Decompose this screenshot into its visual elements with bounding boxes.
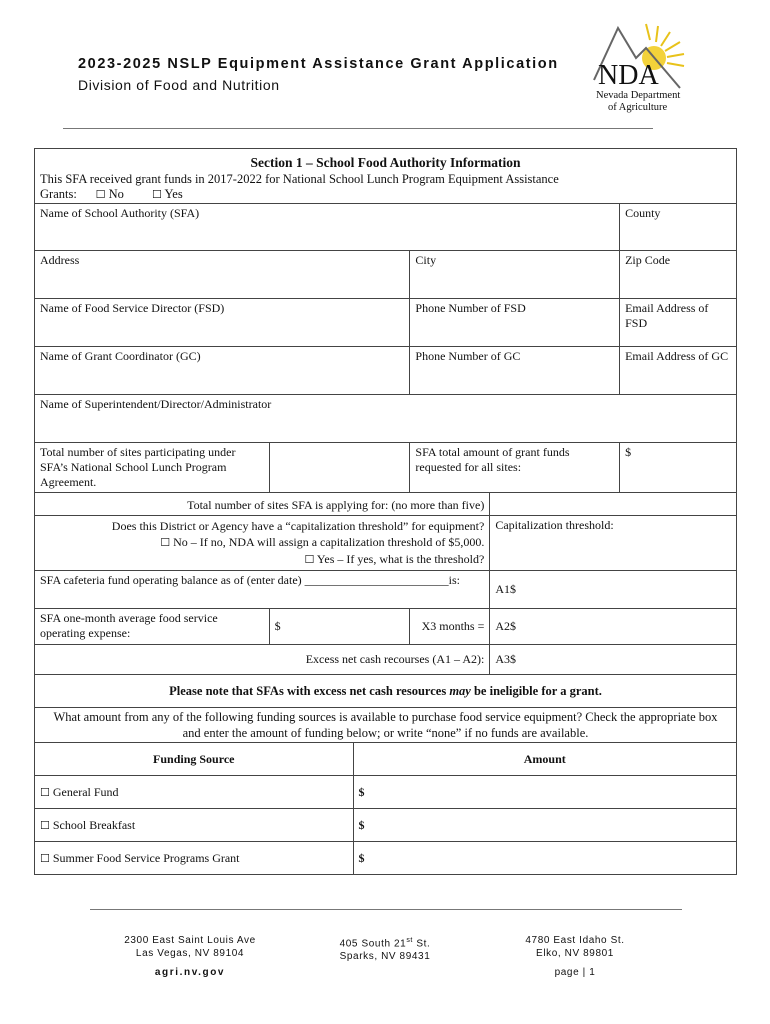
capitalization-threshold-field[interactable]: Capitalization threshold:	[490, 516, 737, 571]
office-sparks	[310, 934, 460, 963]
grants-no-label: No	[108, 187, 124, 201]
grants-no-checkbox[interactable]: ☐	[95, 188, 106, 201]
gc-phone-field[interactable]: Phone Number of GC	[410, 347, 620, 395]
summer-food-amount[interactable]: $	[353, 842, 736, 875]
fsd-name-field[interactable]: Name of Food Service Director (FSD)	[35, 299, 410, 347]
gc-email-field[interactable]: Email Address of GC	[620, 347, 737, 395]
funding-source-cell	[35, 776, 354, 809]
a3-field[interactable]: A3$	[490, 645, 737, 675]
sfa-name-field[interactable]: Name of School Authority (SFA)	[35, 204, 620, 251]
total-sites-input[interactable]	[269, 443, 410, 493]
office1-line1: 2300 East Saint Louis Ave	[124, 935, 256, 946]
website-link[interactable]: agri.nv.gov	[154, 967, 226, 978]
cap-no-label: No – If no, NDA will assign a capitalization threshold of $5,000.	[173, 535, 485, 549]
office2-line2: Sparks, NV 89431	[339, 951, 431, 963]
general-fund-checkbox[interactable]: ☐	[40, 785, 50, 799]
table-row	[35, 842, 737, 875]
school-breakfast-checkbox[interactable]: ☐	[40, 818, 50, 832]
amount-header: Amount	[353, 743, 736, 776]
office-elko	[500, 934, 650, 960]
note-suffix: be ineligible for a grant.	[470, 683, 602, 698]
cap-yes-label: Yes – If yes, what is the threshold?	[316, 552, 485, 566]
cap-question-text: Does this District or Agency have a “capitalization threshold” for equipment?	[111, 519, 485, 533]
logo-text: NDA	[598, 60, 659, 91]
office-las-vegas	[110, 934, 270, 960]
table-row	[35, 809, 737, 842]
office2-line1-prefix: 405 South 21	[339, 938, 407, 950]
funding-question: What amount from any of the following funding sources is available to purchase food service equipment? Check the appropriate box and enter the amount of funding below; or write “none” if no funds are available.	[35, 708, 737, 743]
total-amount-label: SFA total amount of grant funds requested for all sites:	[410, 443, 620, 493]
prior-grant-question	[35, 172, 737, 204]
a2-field[interactable]: A2$	[490, 609, 737, 645]
x3-months-label: X3 months =	[410, 609, 490, 645]
cafeteria-balance-label: SFA cafeteria fund operating balance as of (enter date) ________________________is:	[35, 571, 490, 609]
summer-food-label: Summer Food Service Programs Grant	[52, 850, 240, 865]
grants-yes-checkbox[interactable]: ☐	[151, 188, 162, 201]
office2-line1-suffix: St.	[412, 938, 431, 950]
prior-grant-text: This SFA received grant funds in 2017-2022 for National School Lunch Program Equipment Assistance	[40, 172, 559, 186]
document-subtitle: Division of Food and Nutrition	[78, 77, 280, 93]
note-emphasis: may	[449, 683, 471, 698]
funding-source-cell	[35, 842, 354, 875]
header-divider	[63, 128, 653, 129]
section-title: Section 1 – School Food Authority Information	[35, 149, 737, 173]
county-field[interactable]: County	[620, 204, 737, 251]
general-fund-amount[interactable]: $	[353, 776, 736, 809]
general-fund-label: General Fund	[52, 784, 119, 799]
total-amount-input[interactable]: $	[620, 443, 737, 493]
note-prefix: Please note that SFAs with excess net cash resources	[169, 683, 450, 698]
fsd-phone-field[interactable]: Phone Number of FSD	[410, 299, 620, 347]
funding-source-cell	[35, 809, 354, 842]
office3-line2: Elko, NV 89801	[536, 948, 614, 959]
a1-field[interactable]: A1$	[490, 571, 737, 609]
cap-yes-checkbox[interactable]: ☐	[304, 553, 315, 566]
footer-divider	[90, 909, 682, 910]
summer-food-checkbox[interactable]: ☐	[40, 851, 50, 865]
superintendent-field[interactable]: Name of Superintendent/Director/Administrator	[35, 395, 737, 443]
logo-line-2: of Agriculture	[608, 102, 668, 113]
avg-expense-input[interactable]: $	[269, 609, 410, 645]
eligibility-note	[35, 675, 737, 708]
city-field[interactable]: City	[410, 251, 620, 299]
page-number: page | 1	[554, 967, 596, 978]
school-breakfast-amount[interactable]: $	[353, 809, 736, 842]
grants-label: Grants:	[40, 187, 77, 201]
gc-name-field[interactable]: Name of Grant Coordinator (GC)	[35, 347, 410, 395]
office2-line1-sup: st	[406, 937, 413, 944]
sites-applying-input[interactable]	[490, 493, 737, 516]
avg-expense-label: SFA one-month average food service operating expense:	[35, 609, 270, 645]
document-title: 2023-2025 NSLP Equipment Assistance Grant Application	[78, 56, 559, 72]
table-row	[35, 776, 737, 809]
excess-cash-label: Excess net cash recourses (A1 – A2):	[35, 645, 490, 675]
section1-form-table	[34, 148, 737, 875]
office1-line2: Las Vegas, NV 89104	[135, 948, 245, 959]
grants-yes-label: Yes	[164, 187, 183, 201]
logo-line-1: Nevada Department	[596, 90, 681, 101]
fsd-email-field[interactable]: Email Address of FSD	[620, 299, 737, 347]
office3-line1: 4780 East Idaho St.	[525, 935, 625, 946]
sites-applying-label: Total number of sites SFA is applying for: (no more than five)	[35, 493, 490, 516]
total-sites-label: Total number of sites participating under SFA’s National School Lunch Program Agreement.	[35, 443, 270, 493]
address-field[interactable]: Address	[35, 251, 410, 299]
funding-source-header: Funding Source	[35, 743, 354, 776]
school-breakfast-label: School Breakfast	[52, 817, 136, 832]
zip-field[interactable]: Zip Code	[620, 251, 737, 299]
cap-no-checkbox[interactable]: ☐	[160, 536, 171, 549]
capitalization-question	[35, 516, 490, 571]
